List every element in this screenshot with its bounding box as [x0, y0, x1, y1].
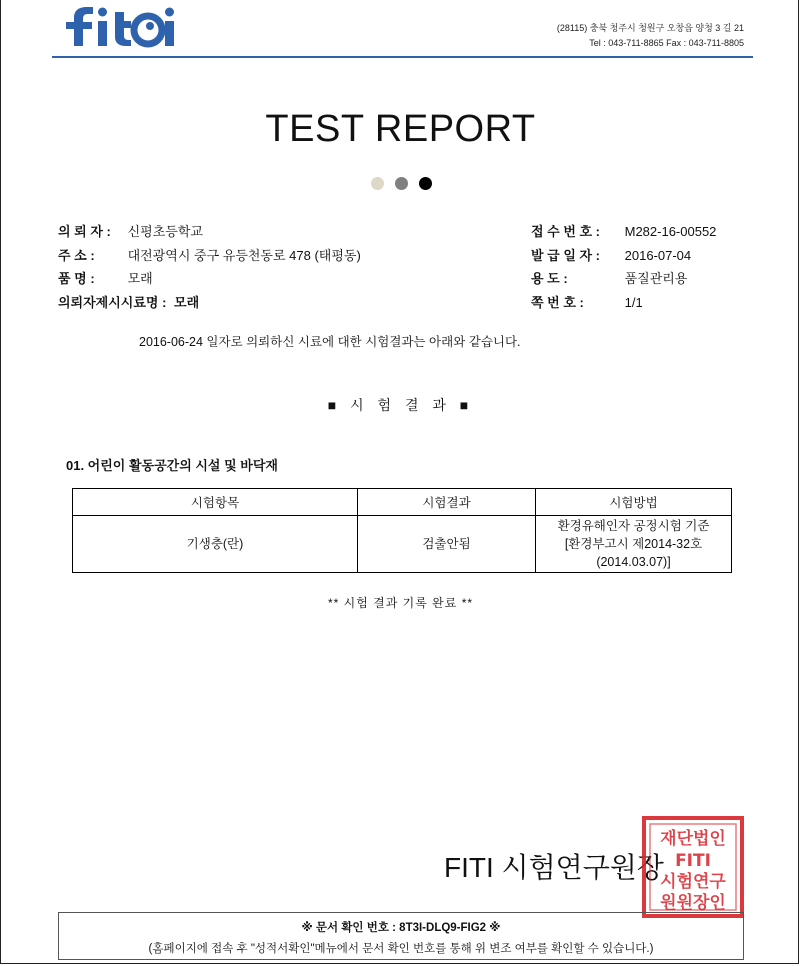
official-seal — [641, 815, 745, 924]
cell-test-result: 검출안됨 — [358, 516, 536, 573]
header-address-block — [557, 21, 744, 51]
seal-line-1: 재단법인 — [660, 829, 726, 849]
verification-box — [58, 912, 744, 960]
header-test-method: 시험방법 — [536, 489, 732, 516]
info-row-sample — [58, 291, 361, 315]
cell-test-item: 기생충(란) — [73, 516, 358, 573]
header-test-result: 시험결과 — [358, 489, 536, 516]
label-address: 주 소 : — [58, 247, 95, 263]
seal-graphic — [641, 815, 745, 919]
info-row-issue-date — [531, 244, 716, 268]
table-row — [73, 516, 732, 573]
signature-line: FITI 시험연구원장 — [444, 852, 664, 883]
completion-note: ** 시험 결과 기록 완료 ** — [327, 596, 474, 610]
label-receipt-no: 접 수 번 호 : — [531, 224, 601, 239]
cell-test-method — [536, 516, 732, 573]
fiti-logo-graphic — [60, 4, 185, 50]
title-dots — [371, 177, 432, 190]
method-line-1: 환경유해인자 공정시험 기준 — [557, 519, 710, 533]
info-row-page — [531, 291, 716, 315]
info-row-product — [58, 267, 361, 291]
dot-light — [371, 177, 384, 190]
label-product: 품 명 : — [58, 271, 95, 286]
header-divider — [52, 56, 753, 58]
label-purpose: 용 도 : — [531, 271, 568, 286]
label-page: 쪽 번 호 : — [531, 294, 584, 310]
header-contact: Tel : 043-711-8865 Fax : 043-711-8805 — [589, 38, 744, 48]
value-sample: 모래 — [174, 294, 200, 310]
subsection-title: 01. 어린이 활동공간의 시설 및 바닥재 — [66, 458, 278, 473]
dot-gray — [395, 177, 408, 190]
label-issue-date: 발 급 일 자 : — [531, 247, 601, 263]
info-row-purpose — [531, 267, 716, 291]
label-sample: 의뢰자제시시료명 : — [58, 294, 167, 310]
value-product: 모래 — [127, 271, 153, 286]
value-address: 대전광역시 중구 유등천동로 478 (태평동) — [127, 247, 361, 263]
label-client: 의 뢰 자 : — [58, 224, 111, 239]
results-table — [72, 488, 732, 573]
report-info — [531, 220, 716, 314]
header-address: (28115) 충북 청주시 청원구 오창읍 양청 3 길 21 — [556, 23, 744, 33]
dot-black — [419, 177, 432, 190]
table-header-row — [73, 489, 732, 516]
fiti-logo — [60, 4, 185, 55]
seal-line-4: 원원장인 — [660, 893, 726, 913]
value-client: 신평초등학교 — [127, 224, 203, 239]
value-purpose: 품질관리용 — [624, 271, 688, 286]
info-row-client — [58, 220, 361, 244]
info-row-receipt — [531, 220, 716, 244]
info-row-address — [58, 244, 361, 268]
header-test-item: 시험항목 — [73, 489, 358, 516]
method-line-2: [환경부고시 제2014-32호 — [564, 537, 703, 551]
seal-line-2: FITI — [675, 851, 711, 871]
section-title: ■ 시 험 결 과 ■ — [327, 397, 474, 413]
client-info — [58, 220, 361, 314]
verification-note: (홈페이지에 접속 후 "성적서확인"메뉴에서 문서 확인 번호를 통해 위 변조 여부를 확인할 수 있습니다.) — [148, 943, 654, 955]
value-issue-date: 2016-07-04 — [624, 247, 692, 263]
value-page: 1/1 — [624, 294, 643, 310]
report-title: TEST REPORT — [265, 108, 536, 150]
verification-code: ※ 문서 확인 번호 : 8T3I-DLQ9-FIG2 ※ — [301, 922, 501, 934]
intro-text: 2016-06-24 일자로 의뢰하신 시료에 대한 시험결과는 아래와 같습니다. — [139, 335, 521, 349]
method-line-3: (2014.03.07)] — [596, 555, 671, 569]
value-receipt-no: M282-16-00552 — [624, 224, 717, 239]
seal-line-3: 시험연구 — [660, 872, 726, 892]
